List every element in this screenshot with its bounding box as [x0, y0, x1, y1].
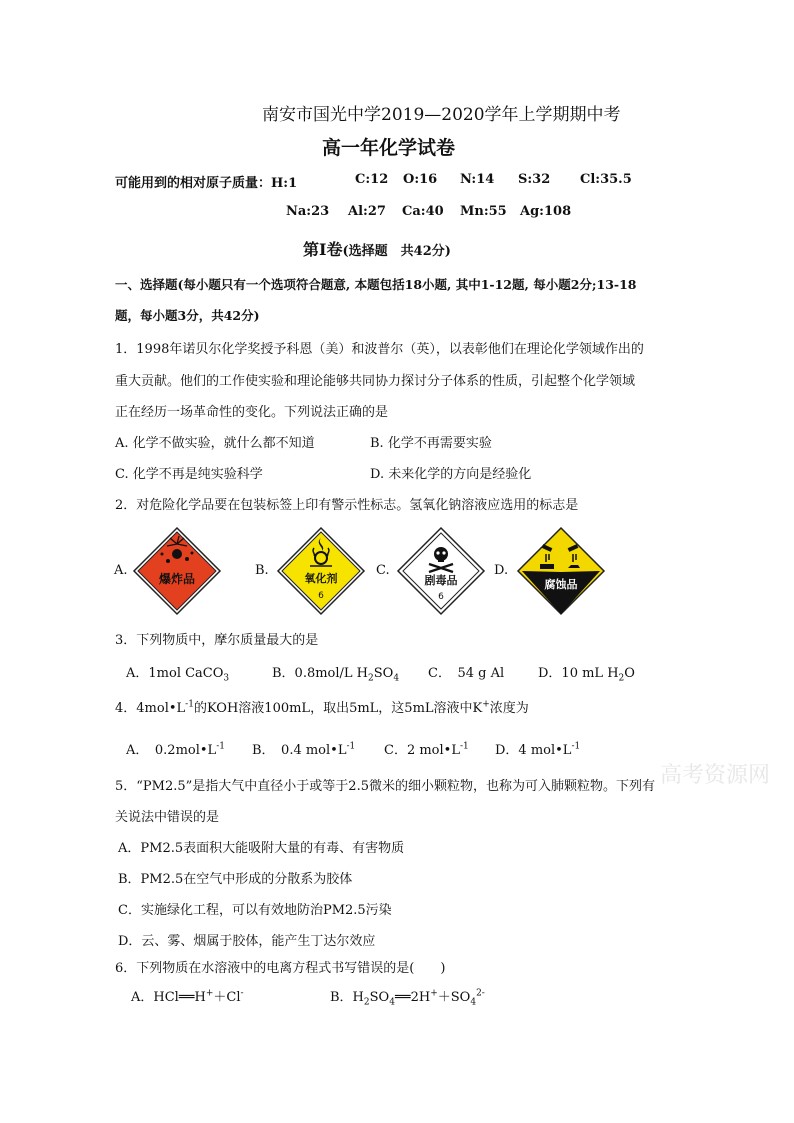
q6-option-b: B．$H_2SO_4══2H^++SO_4^{2-}$	[330, 988, 485, 1008]
q5-line2: 关说法中错误的是	[115, 810, 220, 825]
instructions-line2: 题，每小题3分，共42分)	[115, 308, 260, 323]
sign-b-text: 氧化剂	[304, 572, 338, 585]
atomic-mass-cl: Cl:35.5	[580, 172, 632, 187]
atomic-mass-s: S:32	[518, 172, 551, 187]
q1-option-b: B. 化学不再需要实验	[370, 436, 492, 451]
q5-option-a: A．PM2.5表面积大能吸附大量的有毒、有害物质	[118, 841, 405, 856]
q5-line1: 5．“PM2.5”是指大气中直径小于或等于2.5微米的细小颗粒物，也称为可入肺颗粒物。下列有	[115, 779, 655, 794]
atomic-mass-ca: Ca:40	[402, 204, 444, 219]
q3-stem: 3．下列物质中，摩尔质量最大的是	[115, 633, 319, 648]
sign-c-text: 剧毒品	[424, 574, 458, 587]
q2-label-b: B.	[255, 563, 269, 578]
oxidizer-hazard-sign	[276, 526, 366, 616]
sign-a-text: 爆炸品	[158, 572, 196, 586]
q2-label-c: C.	[376, 563, 390, 578]
sign-d-text: 腐蚀品	[544, 578, 578, 591]
section-subtitle: (选择题 共42分)	[342, 244, 451, 259]
sign-b-number: 6	[318, 591, 324, 601]
atomic-mass-c: C:12	[355, 172, 389, 187]
q4-option-c: C．2 $mol•L^{-1}$	[384, 741, 469, 758]
atomic-mass-label: 可能用到的相对原子质量：H:1	[115, 176, 298, 191]
q6-option-a: A．HCl══H+＋Cl-	[131, 988, 244, 1005]
q3-option-a: A．1mol CaCO$_3$	[126, 666, 230, 684]
q1-option-d: D. 未来化学的方向是经验化	[370, 467, 532, 482]
q1-line3: 正在经历一场革命性的变化。下列说法正确的是	[115, 405, 389, 420]
sign-c-number: 6	[438, 592, 444, 602]
q2-stem: 2．对危险化学品要在包装标签上印有警示性标志。氢氧化钠溶液应选用的标志是	[115, 498, 579, 513]
q3-option-c: C． 54 g Al	[428, 666, 505, 681]
q1-option-c: C. 化学不再是纯实验科学	[115, 467, 263, 482]
q2-label-a: A.	[114, 563, 128, 578]
q5-option-b: B．PM2.5在空气中形成的分散系为胶体	[118, 872, 353, 887]
q5-option-c: C．实施绿化工程，可以有效地防治PM2.5污染	[118, 903, 392, 918]
q4-option-b: B． 0.4 $mol•L^{-1}$	[252, 741, 356, 758]
atomic-mass-al: Al:27	[348, 204, 386, 219]
q1-line2: 重大贡献。他们的工作使实验和理论能够共同协力探讨分子体系的性质，引起整个化学领域	[115, 374, 636, 389]
atomic-mass-na: Na:23	[286, 204, 330, 219]
q1-line1: 1．1998年诺贝尔化学奖授予科恩（美）和波普尔（英），以表彰他们在理论化学领域作出的	[115, 342, 644, 357]
q1-option-a: A. 化学不做实验，就什么都不知道	[115, 436, 315, 451]
q3-option-b: B．0.8mol/L $H_2SO_4$	[272, 666, 400, 684]
atomic-mass-mn: Mn:55	[460, 204, 507, 219]
section-heading	[303, 237, 451, 260]
section-title: 第Ⅰ卷	[303, 240, 343, 259]
exam-title: 高一年化学试卷	[322, 137, 456, 159]
q5-option-d: D．云、雾、烟属于胶体，能产生丁达尔效应	[118, 934, 376, 949]
q6-stem: 6．下列物质在水溶液中的电离方程式书写错误的是( )	[115, 961, 446, 976]
q2-label-d: D.	[494, 563, 509, 578]
watermark: 高考资源网	[660, 763, 771, 788]
atomic-mass-o: O:16	[403, 172, 438, 187]
q4-stem: 4．$4mol•L^{-1}$的KOH溶液100mL，取出5mL，这5mL溶液中K+浓度为	[115, 699, 529, 716]
toxic-hazard-sign	[396, 526, 486, 616]
atomic-mass-n: N:14	[460, 172, 495, 187]
instructions-line1: 一、选择题(每小题只有一个选项符合题意, 本题包括18小题, 其中1-12题, 每小题2分;13-18	[115, 277, 637, 292]
school-title: 南安市国光中学2019—2020学年上学期期中考	[262, 105, 621, 125]
q4-option-d: D．4 $mol•L^{-1}$	[495, 741, 581, 758]
q3-option-d: D．10 mL $H_2O$	[538, 666, 635, 684]
corrosive-hazard-sign	[516, 526, 606, 616]
q4-option-a: A． $0.2mol•L^{-1}$	[126, 741, 225, 758]
atomic-mass-ag: Ag:108	[520, 204, 572, 219]
explosive-hazard-sign	[132, 526, 222, 616]
